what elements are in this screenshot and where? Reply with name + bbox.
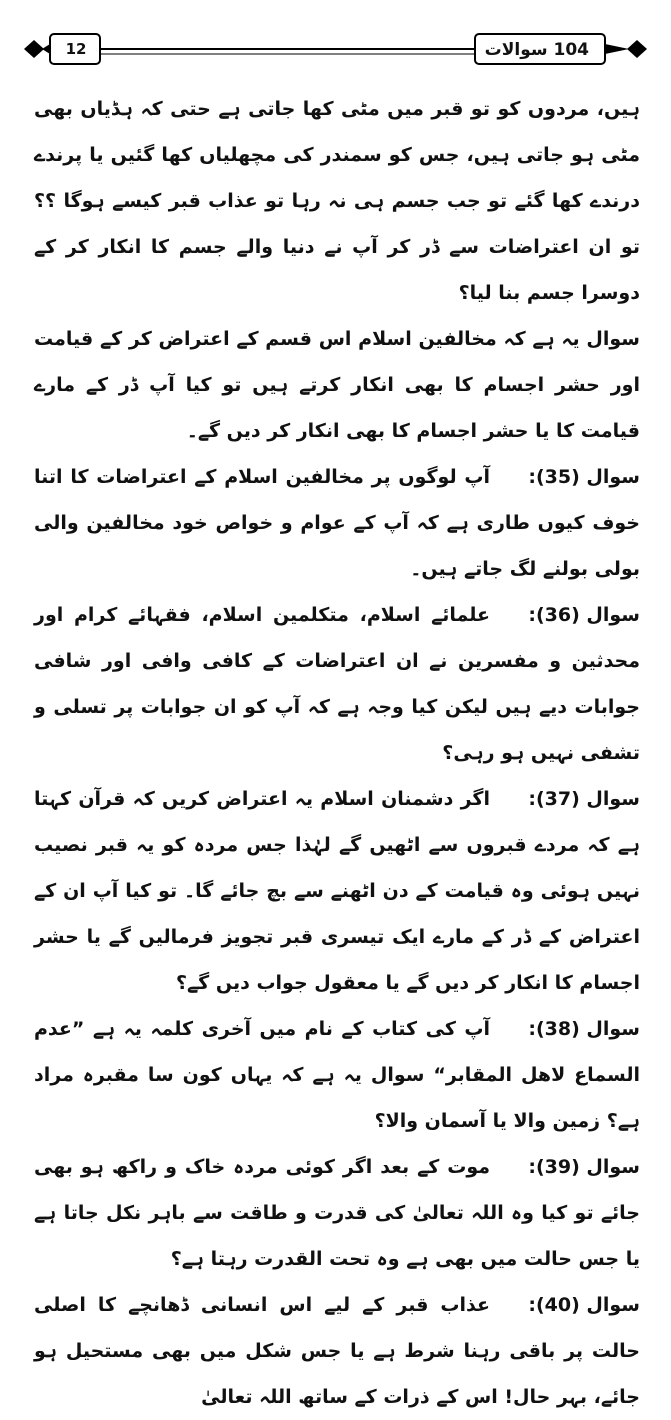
question-37 (34, 776, 640, 1006)
question-38 (34, 1006, 640, 1144)
page-header (20, 26, 651, 76)
question-label: سوال (37): (528, 788, 640, 810)
question-40 (34, 1282, 640, 1420)
question-label: سوال (38): (528, 1018, 640, 1040)
page-number: 12 (65, 40, 87, 58)
question-label: سوال (39): (528, 1156, 640, 1178)
paragraph: ہیں، مردوں کو تو قبر میں مٹی کھا جاتی ہے حتی کہ ہڈیاں بھی مٹی ہو جاتی ہیں، جس کو سمندر کی مچھلیاں کھا گئیں یا پرندے درندے کھا گئے تو جب جسم ہی نہ رہا تو عذاب قبر کیسے ہوگا ؟؟ تو ان اعتراضات سے ڈر کر آپ نے دنیا والے جسم کا انکار کر کے دوسرا جسم بنا لیا؟ (34, 98, 640, 304)
question-label: سوال (36): (528, 604, 640, 626)
question-text: علمائے اسلام، متکلمین اسلام، فقہائے کرام اور محدثین و مفسرین نے ان اعتراضات کے کافی وافی اور شافی جوابات دیے ہیں لیکن کیا وجہ ہے کہ آپ کو ان جوابات پر تسلی و تشفی نہیں ہو رہی؟ (34, 604, 640, 764)
book-title: 104 سوالات (484, 40, 589, 60)
question-39 (34, 1144, 640, 1282)
question-label: سوال (35): (528, 466, 640, 488)
question-text: اگر دشمنان اسلام یہ اعتراض کریں کہ قرآن کہتا ہے کہ مردے قبروں سے اٹھیں گے لہٰذا جس مردہ کو یہ قبر نصیب نہیں ہوئی وہ قیامت کے دن اٹھنے سے بچ جائے گا۔ تو کیا آپ ان کے اعتراض کے ڈر کے مارے ایک تیسری قبر تجویز فرمالیں گے یا حشر اجسام کا انکار کر دیں گے یا معقول جواب دیں گے؟ (34, 788, 640, 994)
question-35 (34, 454, 640, 592)
page-body (34, 86, 640, 1408)
question-36 (34, 592, 640, 776)
question-label: سوال (40): (528, 1294, 640, 1316)
paragraph: سوال یہ ہے کہ مخالفین اسلام اس قسم کے اعتراض کر کے قیامت اور حشر اجسام کا بھی انکار کرتے ہیں تو کیا آپ ڈر کے مارے قیامت کا یا حشر اجسام کا بھی انکار کر دیں گے۔ (34, 328, 640, 442)
question-text: آپ لوگوں پر مخالفین اسلام کے اعتراضات کا اتنا خوف کیوں طاری ہے کہ آپ کے عوام و خواص خود مخالفین والی بولی بولنے لگ جاتے ہیں۔ (34, 466, 640, 580)
question-text: عذاب قبر کے لیے اس انسانی ڈھانچے کا اصلی حالت پر باقی رہنا شرط ہے یا جس شکل میں بھی مستحیل ہو جائے، بہر حال! اس کے ذرات کے ساتھ اللہ تعالیٰ (34, 1294, 640, 1408)
question-text: موت کے بعد اگر کوئی مردہ خاک و راکھ ہو بھی جائے تو کیا وہ اللہ تعالیٰ کی قدرت و طاقت سے باہر نکل جاتا ہے یا جس حالت میں بھی ہے وہ تحت القدرت رہتا ہے؟ (34, 1156, 640, 1270)
question-text: آپ کی کتاب کے نام میں آخری کلمہ یہ ہے ”عدم السماع لاھل المقابر“ سوال یہ ہے کہ یہاں کون سا مقبرہ مراد ہے؟ زمین والا یا آسمان والا؟ (34, 1018, 640, 1132)
